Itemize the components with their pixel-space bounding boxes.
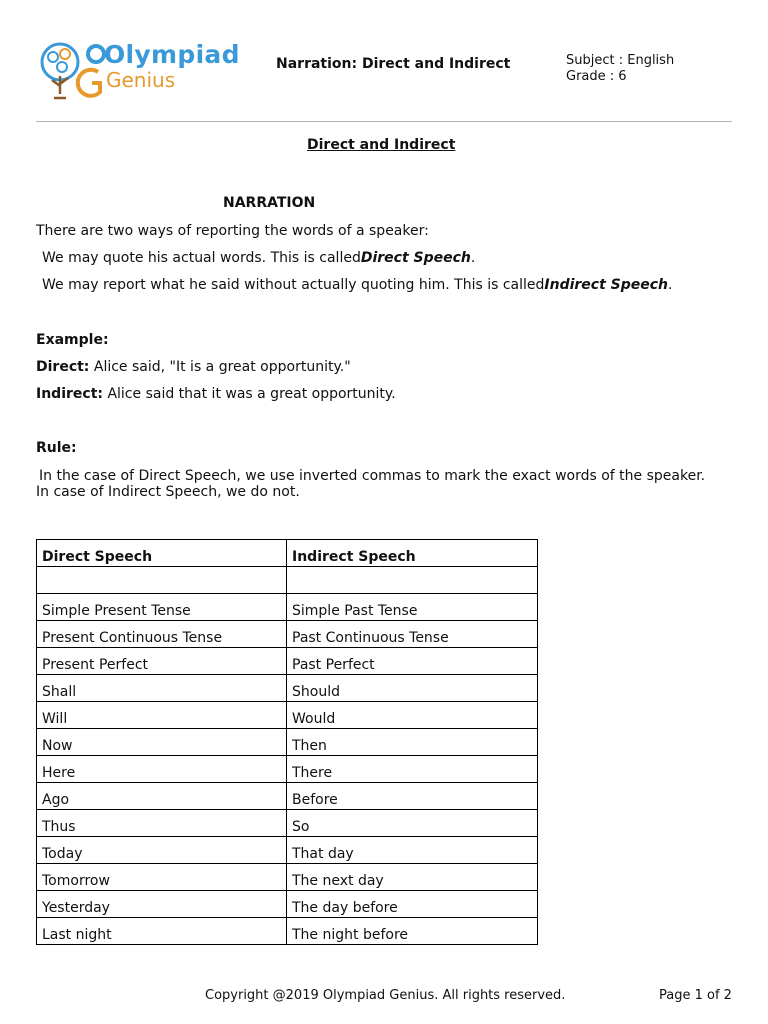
definition-text: We may report what he said without actually quoting him. This is called [42,277,545,293]
page-title: Direct and Indirect [307,137,456,153]
footer-copyright: Copyright @2019 Olympiad Genius. All rights reserved. [205,988,566,1003]
table-row [37,918,538,945]
table-row [37,756,538,783]
logo-word-olympiad: Olympiad [104,40,240,69]
cell-indirect: The day before [287,891,538,918]
cell-direct: Yesterday [37,891,287,918]
cell-direct: Thus [37,810,287,837]
cell-direct: Last night [37,918,287,945]
rule-text-line2: In case of Indirect Speech, we do not. [36,484,300,500]
indirect-example [36,386,396,402]
definition-end: . [470,250,476,266]
direct-example [36,359,351,375]
table-row [37,837,538,864]
column-header-indirect: Indirect Speech [287,540,538,567]
header-divider [36,121,732,122]
cell-direct: Today [37,837,287,864]
table-row [37,810,538,837]
cell-direct: Present Perfect [37,648,287,675]
rule-text [36,468,741,500]
indirect-label: Indirect: [36,386,103,402]
table-row [37,675,538,702]
cell-indirect: There [287,756,538,783]
subject-label: Subject : English [566,53,675,68]
indirect-speech-definition [42,277,672,293]
definition-end: . [668,277,673,293]
logo [38,40,108,102]
rule-label: Rule: [36,440,77,456]
term-direct-speech: Direct Speech [360,250,471,266]
indirect-example-text: Alice said that it was a great opportunity. [107,386,396,402]
cell-direct: Here [37,756,287,783]
speech-conversion-table [36,539,538,945]
document-title: Narration: Direct and Indirect [276,56,511,72]
cell-indirect: That day [287,837,538,864]
cell-direct: Tomorrow [37,864,287,891]
cell-indirect [287,567,538,594]
logo-tree-icon [38,40,108,102]
direct-label: Direct: [36,359,90,375]
logo-word-genius: Genius [106,68,176,92]
cell-indirect: The night before [287,918,538,945]
cell-indirect: Past Perfect [287,648,538,675]
table-row [37,783,538,810]
term-indirect-speech: Indirect Speech [544,277,669,293]
cell-direct: Shall [37,675,287,702]
direct-speech-definition [42,250,475,266]
cell-indirect: Before [287,783,538,810]
table-row [37,864,538,891]
grade-label: Grade : 6 [566,69,627,84]
cell-indirect: The next day [287,864,538,891]
cell-direct: Present Continuous Tense [37,621,287,648]
table-row [37,702,538,729]
section-heading: NARRATION [223,195,316,211]
cell-indirect: Should [287,675,538,702]
table-row [37,648,538,675]
direct-example-text: Alice said, "It is a great opportunity." [93,359,351,375]
cell-indirect: Would [287,702,538,729]
cell-indirect: Simple Past Tense [287,594,538,621]
table-row [37,729,538,756]
cell-indirect: Then [287,729,538,756]
table-header-row [37,540,538,567]
cell-indirect: So [287,810,538,837]
footer-page-number: Page 1 of 2 [659,988,732,1003]
table-row [37,567,538,594]
cell-direct: Ago [37,783,287,810]
cell-direct: Will [37,702,287,729]
table-row [37,594,538,621]
table-row [37,891,538,918]
rule-text-line1: In the case of Direct Speech, we use inverted commas to mark the exact words of the speaker. [39,468,706,484]
intro-text: There are two ways of reporting the words of a speaker: [36,223,429,239]
cell-direct [37,567,287,594]
cell-direct: Now [37,729,287,756]
cell-direct: Simple Present Tense [37,594,287,621]
example-label: Example: [36,332,109,348]
table-row [37,621,538,648]
cell-indirect: Past Continuous Tense [287,621,538,648]
column-header-direct: Direct Speech [37,540,287,567]
definition-text: We may quote his actual words. This is called [42,250,361,266]
